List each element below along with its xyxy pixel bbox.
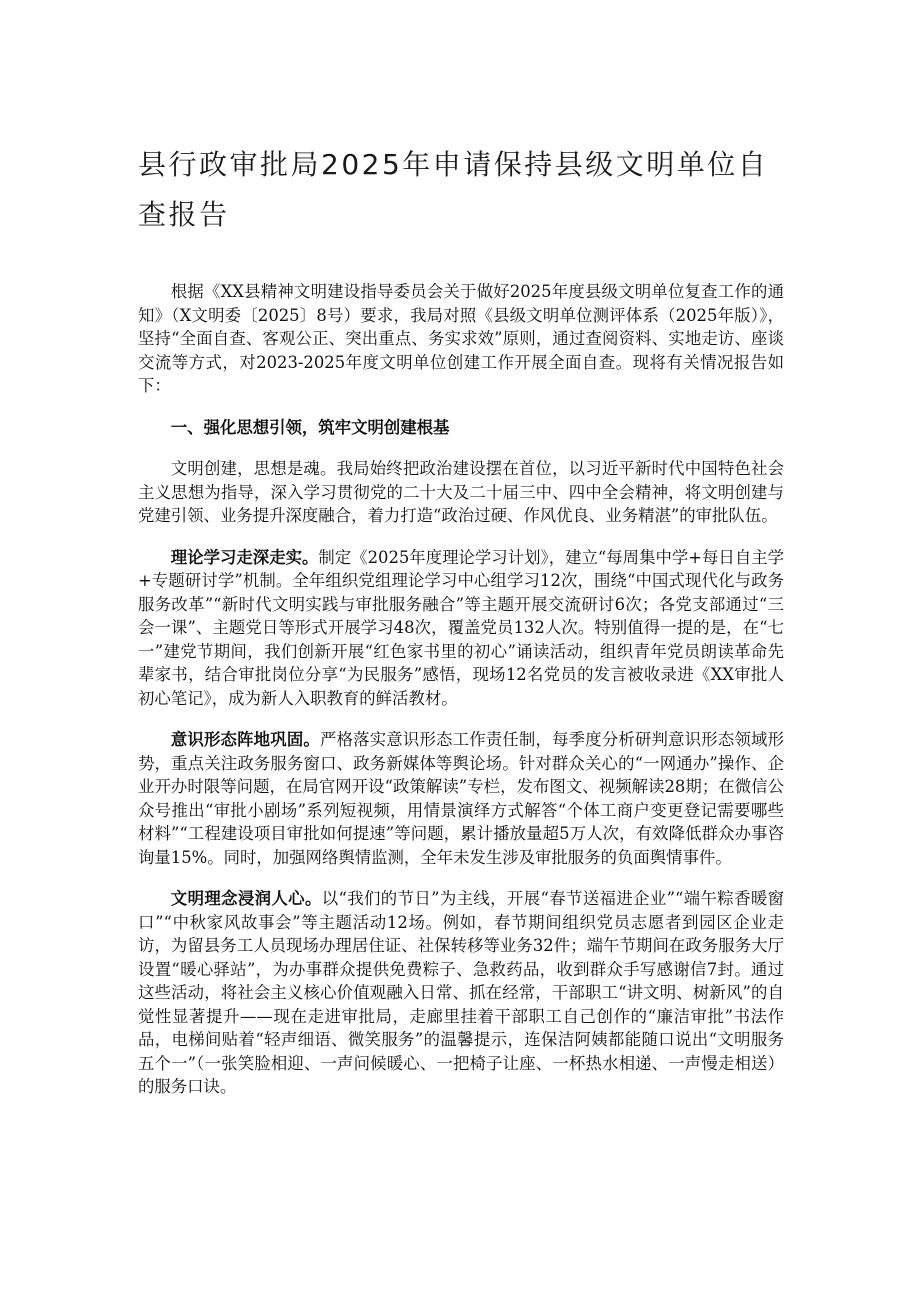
theory-study-text: 制定《2025年度理论学习计划》，建立“每周集中学+每日自主学+专题研讨学”机制。全年组织党组理论学习中心组学习12次，围绕“中国式现代化与政务服务改革”“新时代文明实践与审批服务融合”等主题开展交流研讨6次；各党支部通过“三会一课”、主题党日等形式开展学习48次，覆盖党员132人次。特别值得一提的是，在“七一”建党节期间，我们创新开展“红色家书里的初心”诵读活动，组织青年党员朗读革命先辈家书，结合审批岗位分享“为民服务”感悟，现场12名党员的发言被收录进《XX审批人初心笔记》，成为新人入职教育的鲜活教材。 — [138, 547, 785, 708]
section-heading-1: 一、强化思想引领，筑牢文明创建根基 — [170, 417, 450, 437]
theory-study-paragraph — [138, 546, 784, 711]
ideology-lead: 意识形态阵地巩固。 — [170, 730, 320, 749]
ideology-text: 严格落实意识形态工作责任制，每季度分析研判意识形态领域形势，重点关注政务服务窗口、政务新媒体等舆论场。针对群众关心的“一网通办”操作、企业开办时限等问题，在局官网开设“政策解读”专栏，发布图文、视频解读28期；在微信公众号推出“审批小剧场”系列短视频，用情景演绎方式解答“个体工商户变更登记需要哪些材料”“工程建设项目审批如何提速”等问题，累计播放量超5万人次，有效降低群众办事咨询量15%。同时，加强网络舆情监测，全年未发生涉及审批服务的负面舆情事件。 — [138, 730, 784, 867]
civility-paragraph — [138, 887, 784, 1099]
intro-paragraph: 根据《XX县精神文明建设指导委员会关于做好2025年度县级文明单位复查工作的通知》（X文明委〔2025〕8号）要求，我局对照《县级文明单位测评体系（2025年版）》，坚持“全面自查、客观公正、突出重点、务实求效”原则，通过查阅资料、实地走访、座谈交流等方式，对2023-2025年度文明单位创建工作开展全面自查。现将有关情况报告如下： — [138, 282, 784, 395]
civility-lead: 文明理念浸润人心。 — [170, 889, 322, 908]
document-body — [138, 280, 784, 1117]
theory-study-lead: 理论学习走深走实。 — [170, 547, 319, 567]
document-title: 县行政审批局2025年申请保持县级文明单位自查报告 — [138, 148, 769, 231]
civility-text: 以“我们的节日”为主线，开展“春节送福进企业”“端午粽香暖窗口”“中秋家风故事会”等主题活动12场。例如，春节期间组织党员志愿者到园区企业走访，为留县务工人员现场办理居住证、社保转移等业务32件；端午节期间在政务服务大厅设置“暖心驿站”，为办事群众提供免费粽子、急救药品，收到群众手写感谢信7封。通过这些活动，将社会主义核心价值观融入日常、抓在经常，干部职工“讲文明、树新风”的自觉性显著提升——现在走进审批局，走廊里挂着干部职工自己创作的“廉洁审批”书法作品，电梯间贴着“轻声细语、微笑服务”的温馨提示，连保洁阿姨都能随口说出“文明服务五个一”（一张笑脸相迎、一声问候暖心、一把椅子让座、一杯热水相递、一声慢走相送）的服务口诀。 — [138, 889, 785, 1096]
ideology-paragraph — [138, 728, 784, 869]
section1-paragraph: 文明创建，思想是魂。我局始终把政治建设摆在首位，以习近平新时代中国特色社会主义思想为指导，深入学习贯彻党的二十大及二十届三中、四中全会精神，将文明创建与党建引领、业务提升深度融合，着力打造“政治过硬、作风优良、业务精湛”的审批队伍。 — [138, 459, 784, 525]
